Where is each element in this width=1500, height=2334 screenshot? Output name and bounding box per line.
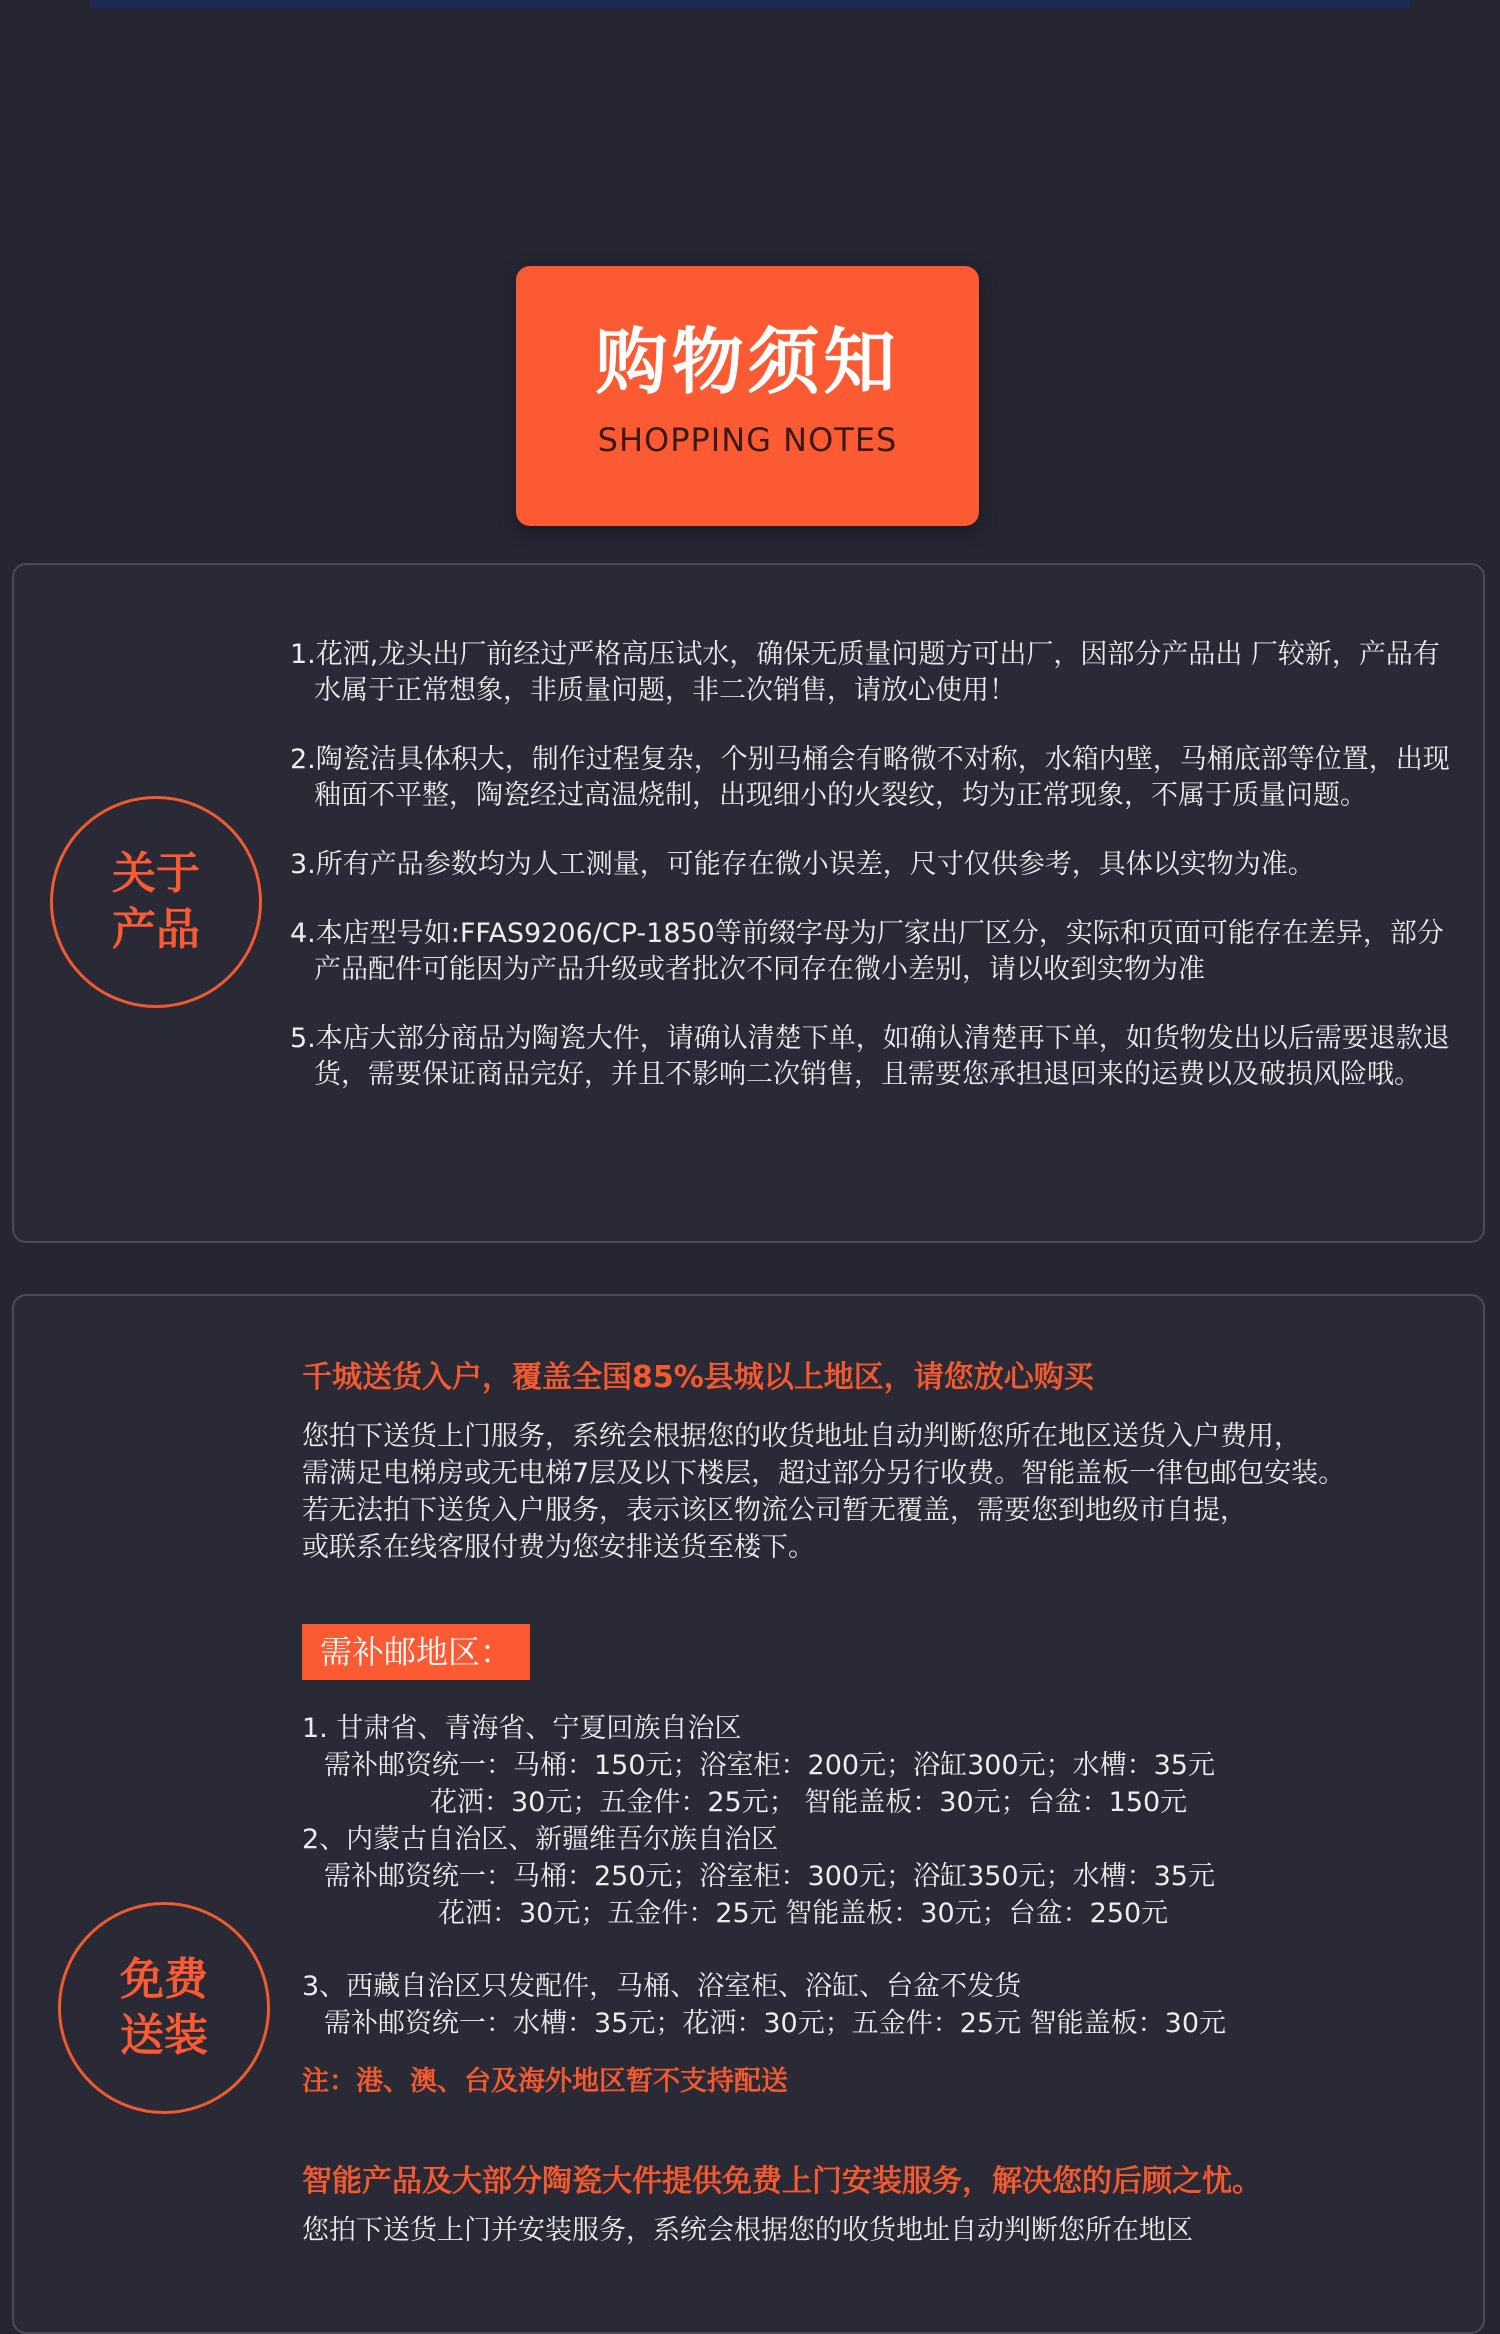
delivery-section-badge (58, 1902, 270, 2114)
region-1-fees-cont: 花洒：30元；五金件：25元； 智能盖板：30元；台盆：150元 (430, 1787, 1188, 1818)
product-notes-panel (12, 563, 1485, 1243)
product-note-5: 5.本店大部分商品为陶瓷大件，请确认清楚下单，如确认清楚再下单，如货物发出以后需要退款退货，需要保证商品完好，并且不影响二次销售，且需要您承担退回来的运费以及破损风险哦。 (290, 1023, 1450, 1090)
surcharge-regions (302, 1710, 1472, 2042)
region-3-fees: 需补邮资统一：水槽：35元；花洒：30元；五金件：25元 智能盖板：30元 (324, 2008, 1227, 2039)
delivery-badge-line1: 免费 (120, 1954, 208, 2005)
region-2-fees-cont: 花洒：30元；五金件：25元 智能盖板：30元；台盆：250元 (438, 1898, 1169, 1929)
region-3-title: 3、西藏自治区只发配件，马桶、浴室柜、浴缸、台盆不发货 (302, 1971, 1022, 2002)
install-text: 您拍下送货上门并安装服务，系统会根据您的收货地址自动判断您所在地区 (302, 2215, 1193, 2246)
delivery-panel (12, 1294, 1485, 2334)
region-2-title: 2、内蒙古自治区、新疆维吾尔族自治区 (302, 1824, 779, 1855)
page-title: 购物须知 (595, 320, 900, 404)
delivery-paragraph (302, 1418, 1472, 1566)
top-strip (90, 0, 1410, 8)
product-note-4: 4.本店型号如:FFAS9206/CP-1850等前缀字母为厂家出厂区分，实际和页面可能存在差异，部分产品配件可能因为产品升级或者批次不同存在微小差别，请以收到实物为准 (290, 918, 1444, 985)
region-1-title: 1. 甘肃省、青海省、宁夏回族自治区 (302, 1713, 742, 1744)
install-heading: 智能产品及大部分陶瓷大件提供免费上门安装服务，解决您的后顾之忧。 (302, 2164, 1262, 2199)
product-section-badge (50, 796, 262, 1008)
product-note-1: 1.花洒,龙头出厂前经过严格高压试水，确保无质量问题方可出厂，因部分产品出 厂较新，产品有水属于正常想象，非质量问题，非二次销售，请放心使用！ (290, 639, 1440, 706)
delivery-headline: 千城送货入户，覆盖全国85%县城以上地区，请您放心购买 (302, 1360, 1094, 1395)
shopping-notes-badge (516, 266, 979, 526)
delivery-paragraph-line: 需满足电梯房或无电梯7层及以下楼层，超过部分另行收费。智能盖板一律包邮包安装。 (302, 1458, 1346, 1489)
region-2-fees: 需补邮资统一：马桶：250元；浴室柜：300元；浴缸350元；水槽：35元 (324, 1861, 1215, 1892)
delivery-paragraph-line: 您拍下送货上门服务，系统会根据您的收货地址自动判断您所在地区送货入户费用， (302, 1421, 1301, 1452)
product-note-2: 2.陶瓷洁具体积大，制作过程复杂，个别马桶会有略微不对称，水箱内壁，马桶底部等位置，出现釉面不平整，陶瓷经过高温烧制，出现细小的火裂纹，均为正常现象，不属于质量问题。 (290, 744, 1450, 811)
product-badge-line2: 产品 (112, 904, 200, 955)
delivery-badge-line2: 送装 (120, 2010, 208, 2061)
surcharge-label: 需补邮地区： (302, 1624, 530, 1680)
page-subtitle: SHOPPING NOTES (597, 421, 898, 459)
region-1-fees: 需补邮资统一：马桶：150元；浴室柜：200元；浴缸300元；水槽：35元 (324, 1750, 1215, 1781)
delivery-paragraph-line: 若无法拍下送货入户服务，表示该区物流公司暂无覆盖，需要您到地级市自提， (302, 1495, 1247, 1526)
delivery-body (302, 1358, 1472, 2249)
product-note-3: 3.所有产品参数均为人工测量，可能存在微小误差，尺寸仅供参考，具体以实物为准。 (290, 849, 1315, 880)
product-badge-line1: 关于 (112, 848, 200, 899)
delivery-restriction-note: 注：港、澳、台及海外地区暂不支持配送 (302, 2066, 788, 2097)
delivery-paragraph-line: 或联系在线客服付费为您安排送货至楼下。 (302, 1532, 815, 1563)
product-notes-list (290, 637, 1466, 1126)
